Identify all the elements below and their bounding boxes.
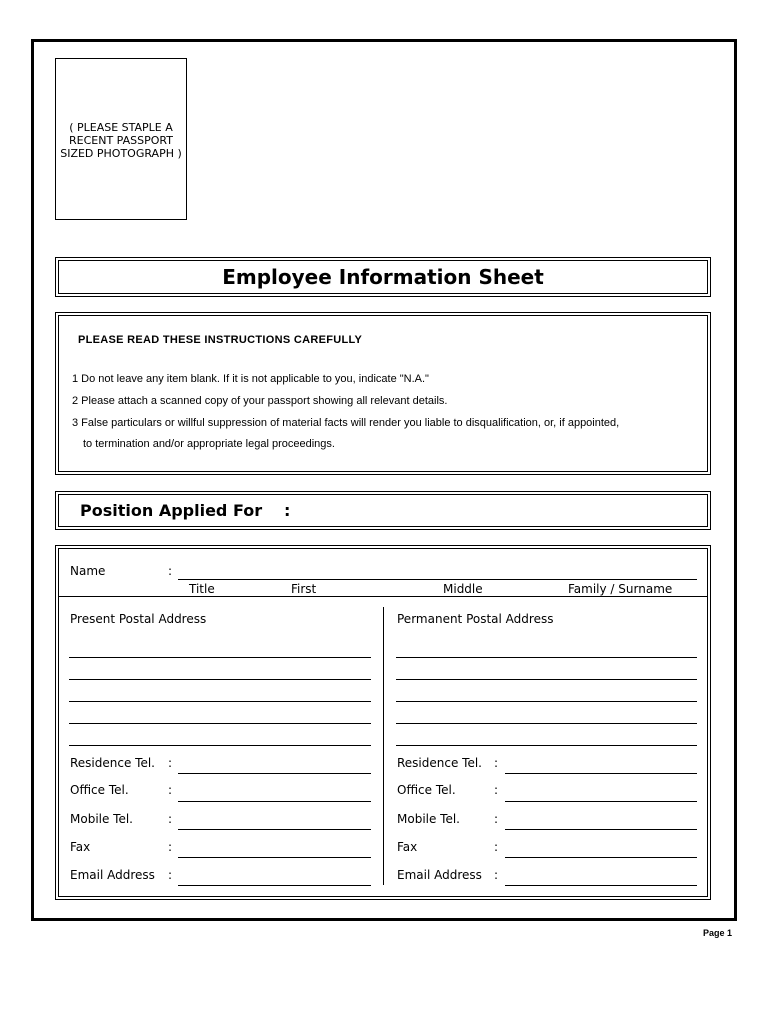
present-email-colon: : <box>168 868 173 882</box>
instructions-box <box>55 312 711 475</box>
column-divider <box>383 607 384 885</box>
permanent-address-line[interactable] <box>396 701 697 702</box>
permanent-office-colon: : <box>494 783 499 797</box>
present-office-colon: : <box>168 783 173 797</box>
present-address-line[interactable] <box>69 679 371 680</box>
name-sub-family: Family / Surname <box>568 582 673 596</box>
permanent-residence-colon: : <box>494 756 499 770</box>
instruction-item: 2 Please attach a scanned copy of your passport showing all relevant details. <box>72 395 448 407</box>
present-office-field[interactable] <box>178 801 371 802</box>
permanent-residence-field[interactable] <box>505 773 697 774</box>
position-box <box>55 491 711 530</box>
present-office-label: Office Tel. <box>70 783 129 797</box>
permanent-fax-field[interactable] <box>505 857 697 858</box>
permanent-email-field[interactable] <box>505 885 697 886</box>
permanent-email-label: Email Address <box>397 868 482 882</box>
permanent-office-label: Office Tel. <box>397 783 456 797</box>
instruction-item: 3 False particulars or willful suppression of material facts will render you liable to disqualification, or, if appointed, <box>72 417 620 429</box>
permanent-mobile-colon: : <box>494 812 499 826</box>
present-fax-colon: : <box>168 840 173 854</box>
permanent-mobile-label: Mobile Tel. <box>397 812 460 826</box>
photo-instruction <box>60 121 182 160</box>
permanent-mobile-field[interactable] <box>505 829 697 830</box>
photo-line-2: RECENT PASSPORT <box>69 134 173 147</box>
present-email-field[interactable] <box>178 885 371 886</box>
present-mobile-field[interactable] <box>178 829 371 830</box>
present-email-label: Email Address <box>70 868 155 882</box>
photo-line-1: ( PLEASE STAPLE A <box>69 121 173 134</box>
name-sub-title: Title <box>189 582 215 596</box>
permanent-address-heading: Permanent Postal Address <box>397 612 554 626</box>
name-label: Name <box>70 564 106 578</box>
permanent-address-line[interactable] <box>396 723 697 724</box>
name-separator <box>58 596 708 597</box>
present-fax-label: Fax <box>70 840 91 854</box>
title-box <box>55 257 711 297</box>
present-mobile-colon: : <box>168 812 173 826</box>
present-residence-field[interactable] <box>178 773 371 774</box>
present-address-line[interactable] <box>69 723 371 724</box>
page-number: Page 1 <box>702 928 732 938</box>
permanent-office-field[interactable] <box>505 801 697 802</box>
position-label: Position Applied For <box>80 501 263 520</box>
present-address-line[interactable] <box>69 701 371 702</box>
permanent-email-colon: : <box>494 868 499 882</box>
present-fax-field[interactable] <box>178 857 371 858</box>
permanent-residence-label: Residence Tel. <box>397 756 482 770</box>
permanent-address-line[interactable] <box>396 745 697 746</box>
present-residence-label: Residence Tel. <box>70 756 155 770</box>
photo-placeholder <box>55 58 187 220</box>
permanent-fax-label: Fax <box>397 840 418 854</box>
present-address-line[interactable] <box>69 745 371 746</box>
name-field-line[interactable] <box>178 579 697 580</box>
instruction-item: to termination and/or appropriate legal proceedings. <box>83 438 335 450</box>
permanent-address-line[interactable] <box>396 679 697 680</box>
present-residence-colon: : <box>168 756 173 770</box>
present-mobile-label: Mobile Tel. <box>70 812 133 826</box>
photo-line-3: SIZED PHOTOGRAPH ) <box>60 147 182 160</box>
name-sub-first: First <box>291 582 317 596</box>
present-address-heading: Present Postal Address <box>70 612 207 626</box>
present-address-line[interactable] <box>69 657 371 658</box>
instruction-item: 1 Do not leave any item blank. If it is not applicable to you, indicate "N.A." <box>72 373 429 385</box>
name-sub-middle: Middle <box>443 582 483 596</box>
permanent-address-line[interactable] <box>396 657 697 658</box>
name-colon: : <box>168 564 173 578</box>
position-colon: : <box>284 501 291 520</box>
page-title: Employee Information Sheet <box>222 265 544 289</box>
permanent-fax-colon: : <box>494 840 499 854</box>
instructions-heading: PLEASE READ THESE INSTRUCTIONS CAREFULLY <box>78 334 363 346</box>
